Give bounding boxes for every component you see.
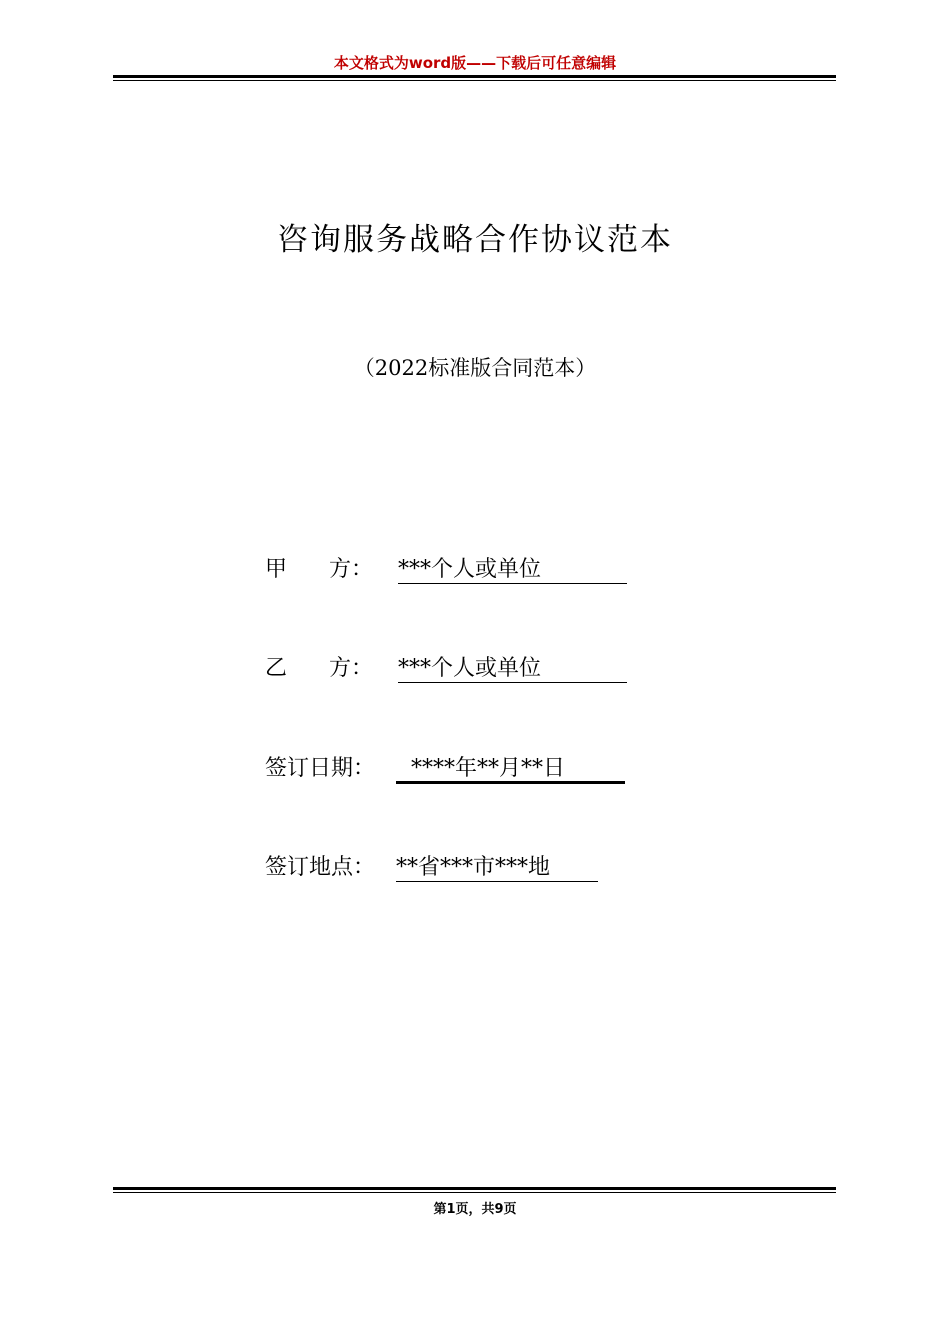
party-b-label: 乙 方： <box>265 656 373 681</box>
sign-date-label: 签订日期： <box>265 756 376 781</box>
header-rule-thin <box>113 80 836 81</box>
document-subtitle: （2022标准版合同范本） <box>353 356 597 380</box>
footer-rule-thick <box>113 1187 836 1190</box>
header-rule-thick <box>113 75 836 78</box>
footer-rule-thin <box>113 1192 836 1193</box>
sign-place-label: 签订地点： <box>265 855 376 880</box>
sign-place-value: **省***市***地 <box>396 855 551 880</box>
sign-date-underline <box>396 781 625 784</box>
party-b-value: ***个人或单位 <box>398 656 542 681</box>
document-title: 咨询服务战略合作协议范本 <box>277 222 673 258</box>
party-a-underline <box>398 583 627 584</box>
party-a-value: ***个人或单位 <box>398 557 542 582</box>
party-b-underline <box>398 682 627 683</box>
page-number: 第1页，共9页 <box>433 1202 517 1217</box>
sign-date-value: ****年**月**日 <box>411 756 566 781</box>
party-a-label: 甲 方： <box>265 557 373 582</box>
sign-place-underline <box>396 881 598 882</box>
header-notice: 本文格式为word版——下载后可任意编辑 <box>333 54 617 72</box>
